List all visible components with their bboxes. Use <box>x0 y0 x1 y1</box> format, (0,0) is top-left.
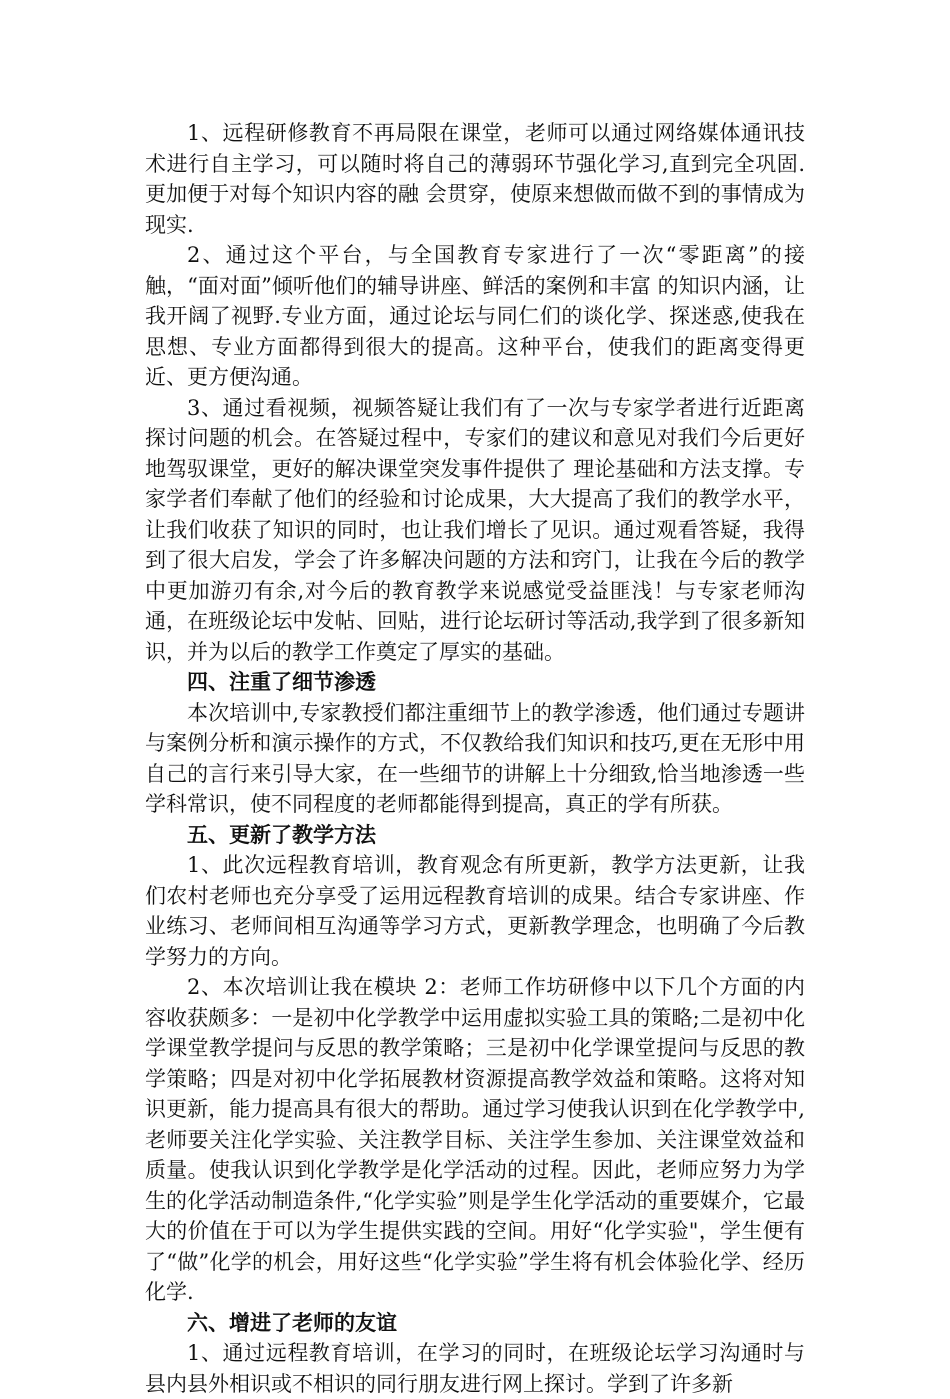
paragraph-platform-experts: 2、通过这个平台，与全国教育专家进行了一次“零距离”的接触，“面对面”倾听他们的辅导讲座、鲜活的案例和丰富 的知识内涵，让我开阔了视野.专业方面，通过论坛与同仁们的谈化学、探迷惑,使我在思想、专业方面都得到很大的提高。这种平台，使我们的距离变得更近、更方便沟通。 <box>145 243 805 389</box>
paragraph-methods-updated: 1、此次远程教育培训，教育观念有所更新，教学方法更新，让我们农村老师也充分享受了运用远程教育培训的成果。结合专家讲座、作业练习、老师间相互沟通等学习方式，更新教学理念，也明确了今后教学努力的方向。 <box>145 853 805 969</box>
document-page <box>145 118 805 1399</box>
paragraph-details-infiltration: 本次培训中,专家教授们都注重细节上的教学渗透，他们通过专题讲与案例分析和演示操作的方式，不仅教给我们知识和技巧,更在无形中用自己的言行来引导大家，在一些细节的讲解上十分细致,恰当地渗透一些学科常识，使不同程度的老师都能得到提高，真正的学有所获。 <box>145 700 805 816</box>
section-heading-methods: 五、更新了教学方法 <box>187 821 376 847</box>
paragraph-video-qa: 3、通过看视频，视频答疑让我们有了一次与专家学者进行近距离探讨问题的机会。在答疑过程中，专家们的建议和意见对我们今后更好地驾驭课堂，更好的解决课堂突发事件提供了 理论基础和方法支撑。专家学者们奉献了他们的经验和讨论成果，大大提高了我们的教学水平，让我们收获了知识的同时，也让我们增长了见识。通过观看答疑，我得到了很大启发，学会了许多解决问题的方法和窍门，让我在今后的教学中更加游刃有余,对今后的教育教学来说感觉受益匪浅！与专家老师沟通，在班级论坛中发帖、回贴，进行论坛研讨等活动,我学到了很多新知识，并为以后的教学工作奠定了厚实的基础。 <box>145 395 805 664</box>
paragraph-remote-study-benefits: 1、远程研修教育不再局限在课堂，老师可以通过网络媒体通讯技术进行自主学习，可以随时将自己的薄弱环节强化学习,直到完全巩固. 更加便于对每个知识内容的融 会贯穿，使原来想做而做不到的事情成为现实. <box>145 121 805 237</box>
section-heading-friendship: 六、增进了老师的友谊 <box>187 1309 397 1335</box>
paragraph-module-two: 2、本次培训让我在模块 2：老师工作坊研修中以下几个方面的内容收获颇多：一是初中化学教学中运用虚拟实验工具的策略;二是初中化学课堂教学提问与反思的教学策略；三是初中化学课堂提问与反思的教学策略；四是对初中化学拓展教材资源提高教学效益和策略。这将对知识更新，能力提高具有很大的帮助。通过学习使我认识到在化学教学中,老师要关注化学实验、关注教学目标、关注学生参加、关注课堂效益和质量。使我认识到化学教学是化学活动的过程。因此，老师应努力为学生的化学活动制造条件,“化学实验”则是学生化学活动的重要媒介，它最大的价值在于可以为学生提供实践的空间。用好“化学实验"，学生便有了“做”化学的机会，用好这些“化学实验”学生将有机会体验化学、经历化学. <box>145 975 805 1304</box>
paragraph-forum-discussion: 1、通过远程教育培训，在学习的同时，在班级论坛学习沟通时与县内县外相识或不相识的同行朋友进行网上探讨。学到了许多新 <box>145 1341 805 1396</box>
section-heading-details: 四、注重了细节渗透 <box>187 669 376 694</box>
